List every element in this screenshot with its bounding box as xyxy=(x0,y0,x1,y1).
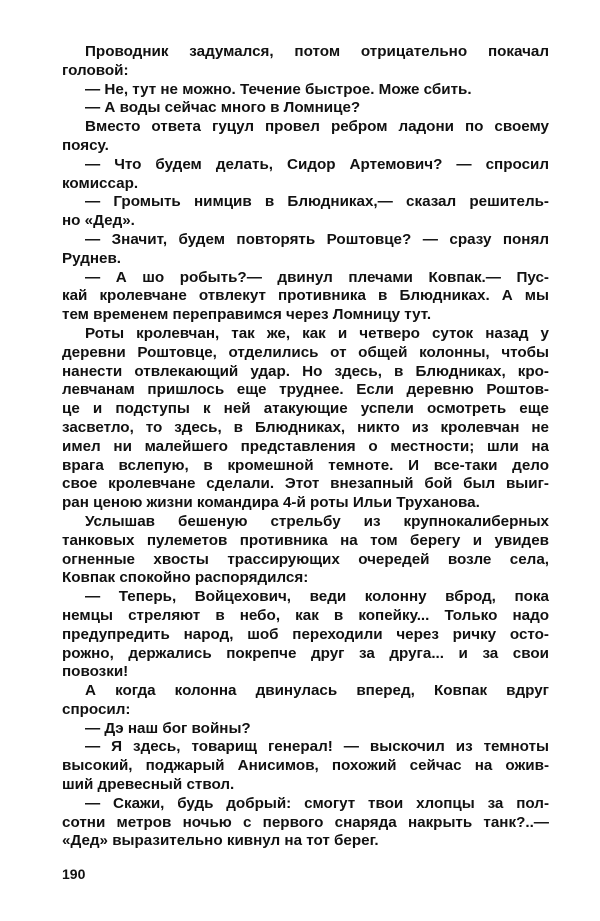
paragraph xyxy=(62,81,549,100)
book-page-text xyxy=(62,43,549,851)
paragraph xyxy=(62,118,549,156)
text-line: Проводник задумался, потом отрицательно покачал xyxy=(85,43,549,60)
paragraph xyxy=(62,682,549,720)
text-line: свое кролевчане сделали. Этот внезапный бой был выиг- xyxy=(62,475,549,493)
text-line: — Что будем делать, Сидор Артемович? — спросил xyxy=(85,155,549,173)
paragraph xyxy=(62,269,549,325)
text-line: имел ни малейшего представления о местности; шли на xyxy=(62,437,549,455)
text-line: Услышав бешеную стрельбу из крупнокалиберных xyxy=(85,512,549,530)
text-line: высокий, поджарый Анисимов, похожий сейчас на ожив- xyxy=(62,757,549,775)
paragraph xyxy=(62,325,549,513)
text-line: — Я здесь, товарищ генерал! — выскочил из темноты xyxy=(85,738,549,756)
text-line: левчанам пришлось еще труднее. Если деревню Роштов- xyxy=(62,381,549,399)
text-line: ран ценою жизни командира 4-й роты Ильи Труханова. xyxy=(62,494,480,512)
text-line: но «Дед». xyxy=(62,212,135,230)
text-line: Вместо ответа гуцул провел ребром ладони по своему xyxy=(85,118,549,136)
text-line: Руднев. xyxy=(62,249,122,267)
paragraph xyxy=(62,99,549,118)
text-line: танковых пулеметов противника на том берегу и увидев xyxy=(62,531,549,549)
paragraph xyxy=(62,231,549,269)
text-line: спросил: xyxy=(62,700,131,718)
text-line: — Громыть нимцив в Блюдниках,— сказал решитель- xyxy=(85,193,549,211)
paragraph xyxy=(62,720,549,739)
text-line: огненные хвосты трассирующих очередей возле села, xyxy=(62,550,549,568)
text-line: — Значит, будем повторять Роштовце? — сразу понял xyxy=(85,230,549,248)
paragraph xyxy=(62,156,549,194)
page-number: 190 xyxy=(62,866,86,882)
paragraph xyxy=(62,588,549,682)
paragraph xyxy=(62,738,549,794)
text-line: ший древесный ствол. xyxy=(62,776,235,794)
text-line: врага вслепую, в кромешной темноте. И все-таки дело xyxy=(62,456,549,474)
text-line: сотни метров ночью с первого снаряда накрыть танк?..— xyxy=(62,813,549,831)
text-line: нанести отвлекающий удар. Но здесь, в Блюдниках, кро- xyxy=(62,362,549,380)
text-line: — Скажи, будь добрый: смогут твои хлопцы за пол- xyxy=(85,794,549,812)
text-line: немцы стреляют в небо, как в копейку... Только надо xyxy=(62,606,549,624)
text-line: тем временем переправимся через Ломницу тут. xyxy=(62,306,432,324)
text-line: рожно, держались покрепче друг за друга... и за свои xyxy=(62,644,549,662)
paragraph xyxy=(62,43,549,81)
text-line: — А шо робыть?— двинул плечами Ковпак.— Пус- xyxy=(85,268,549,286)
text-line: це и подступы к ней атакующие успели осмотреть еще xyxy=(62,400,549,418)
text-line: повозки! xyxy=(62,663,129,681)
text-line: Роты кролевчан, так же, как и четверо суток назад у xyxy=(85,324,549,342)
text-line: А когда колонна двинулась вперед, Ковпак вдруг xyxy=(85,682,549,700)
text-line: комиссар. xyxy=(62,174,139,192)
text-line: головой: xyxy=(62,61,129,79)
text-line: — А воды сейчас много в Ломнице? xyxy=(85,99,361,117)
paragraph xyxy=(62,193,549,231)
text-line: засветло, то здесь, в Блюдниках, никто из кролевчан не xyxy=(62,418,549,436)
text-line: — Теперь, Войцехович, веди колонну вброд, пока xyxy=(85,588,549,606)
text-line: «Дед» выразительно кивнул на тот берег. xyxy=(62,832,379,850)
text-line: предупредить народ, шоб переходили через ричку осто- xyxy=(62,625,549,643)
text-line: — Дэ наш бог войны? xyxy=(85,719,251,737)
text-line: Ковпак спокойно распорядился: xyxy=(62,569,309,587)
paragraph xyxy=(62,513,549,588)
paragraph xyxy=(62,795,549,851)
text-line: — Не, тут не можно. Течение быстрое. Може сбить. xyxy=(85,80,472,98)
text-line: кай кролевчане отвлекут противника в Блюдниках. А мы xyxy=(62,287,549,305)
text-line: поясу. xyxy=(62,136,109,154)
text-line: деревни Роштовце, отделились от общей колонны, чтобы xyxy=(62,343,549,361)
